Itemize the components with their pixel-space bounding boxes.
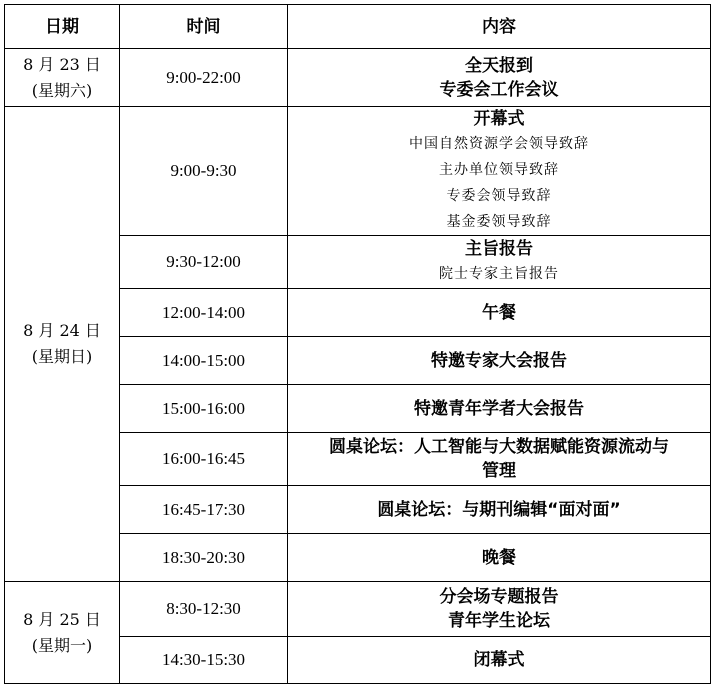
session-subitem: 基金委领导致辞 <box>446 214 552 230</box>
time-cell: 16:00-16:45 <box>120 433 288 486</box>
header-row <box>5 5 711 49</box>
session-subitem: 主办单位领导致辞 <box>439 162 559 178</box>
time-cell: 9:00-22:00 <box>120 49 288 107</box>
weekday-line: (星期一) <box>31 635 93 655</box>
content-cell <box>288 236 711 289</box>
table-row <box>5 107 711 236</box>
content-cell <box>288 486 711 534</box>
date-cell <box>5 582 120 684</box>
date-line: 8 月 24 日 <box>23 321 101 340</box>
header-time: 时间 <box>120 5 288 49</box>
date-cell <box>5 49 120 107</box>
content-cell <box>288 337 711 385</box>
session-title: 管理 <box>482 461 516 481</box>
content-cell <box>288 289 711 337</box>
session-subitem: 院士专家主旨报告 <box>439 266 559 282</box>
session-title: 晚餐 <box>482 547 516 568</box>
time-cell: 16:45-17:30 <box>120 486 288 534</box>
session-title: 分会场专题报告 <box>439 587 559 607</box>
session-title: 青年学生论坛 <box>448 611 550 631</box>
time-cell: 18:30-20:30 <box>120 534 288 582</box>
time-cell: 14:30-15:30 <box>120 637 288 684</box>
time-cell: 8:30-12:30 <box>120 582 288 637</box>
time-cell: 15:00-16:00 <box>120 385 288 433</box>
header-date: 日期 <box>5 5 120 49</box>
session-title: 特邀青年学者大会报告 <box>414 398 584 419</box>
session-title: 专委会工作会议 <box>439 79 559 100</box>
session-title: 主旨报告 <box>465 239 533 259</box>
content-cell <box>288 385 711 433</box>
session-title: 圆桌论坛：人工智能与大数据赋能资源流动与 <box>329 437 669 457</box>
content-cell <box>288 534 711 582</box>
session-subitem: 中国自然资源学会领导致辞 <box>409 136 589 152</box>
content-cell <box>288 582 711 637</box>
session-title: 圆桌论坛：与期刊编辑“面对面” <box>377 499 621 520</box>
session-title: 全天报到 <box>465 55 533 76</box>
time-cell: 12:00-14:00 <box>120 289 288 337</box>
schedule-table <box>4 4 711 684</box>
session-title: 特邀专家大会报告 <box>431 350 567 371</box>
time-cell: 9:00-9:30 <box>120 107 288 236</box>
session-title: 午餐 <box>482 302 516 323</box>
content-cell <box>288 107 711 236</box>
content-cell <box>288 637 711 684</box>
header-content: 内容 <box>288 5 711 49</box>
table-row <box>5 582 711 637</box>
date-cell <box>5 107 120 582</box>
table-row <box>5 49 711 107</box>
weekday-line: (星期日) <box>31 347 93 366</box>
time-cell: 9:30-12:00 <box>120 236 288 289</box>
content-cell <box>288 49 711 107</box>
date-line: 8 月 25 日 <box>23 609 101 629</box>
session-title: 开幕式 <box>473 109 525 129</box>
session-subitem: 专委会领导致辞 <box>446 188 552 204</box>
time-cell: 14:00-15:00 <box>120 337 288 385</box>
date-line: 8 月 23 日 <box>23 54 101 74</box>
weekday-line: (星期六) <box>31 80 93 100</box>
content-cell <box>288 433 711 486</box>
session-title: 闭幕式 <box>473 650 525 670</box>
